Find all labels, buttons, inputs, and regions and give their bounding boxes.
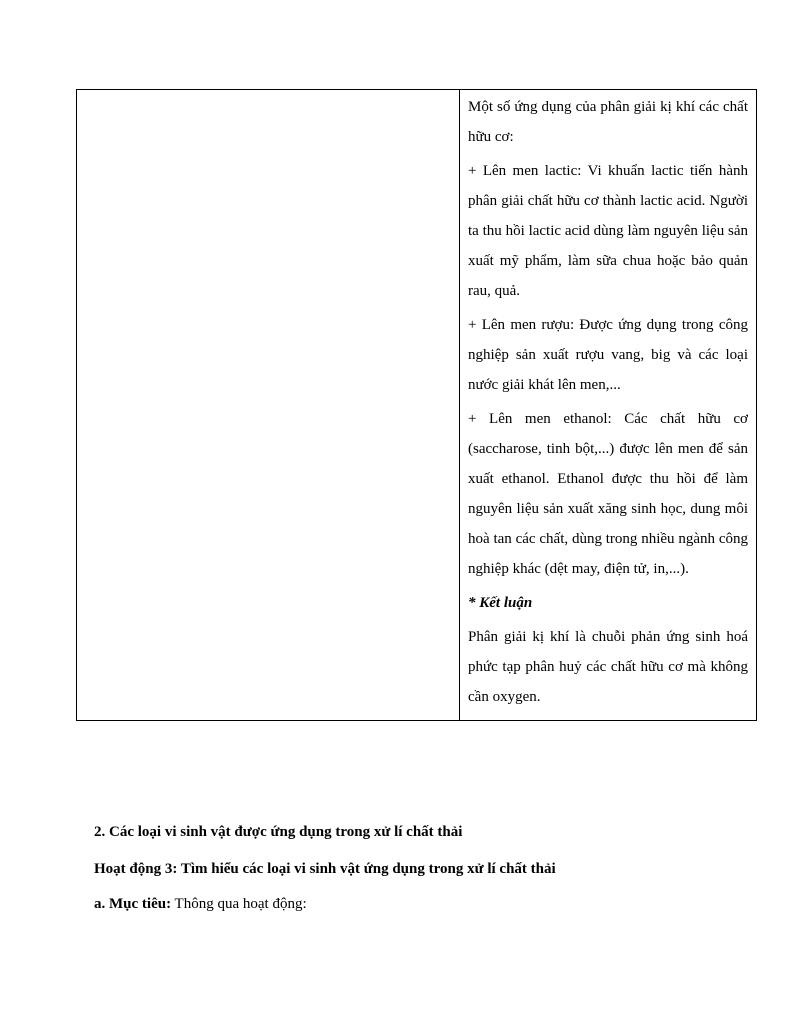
left-cell xyxy=(77,90,460,721)
paragraph-ethanol: + Lên men ethanol: Các chất hữu cơ (saccharose, tinh bột,...) được lên men để sản xuất ethanol. Ethanol được thu hồi để làm nguyên liệu sản xuất xăng sinh học, dung môi hoà tan các chất, dùng trong nhiều ngành công nghiệp khác (dệt may, điện tử, in,...). xyxy=(468,411,748,577)
right-cell-content xyxy=(460,90,756,720)
paragraph-alcohol: + Lên men rượu: Được ứng dụng trong công nghiệp sản xuất rượu vang, big và các loại nước giải khát lên men,... xyxy=(468,317,748,393)
conclusion-text: Phân giải kị khí là chuỗi phản ứng sinh hoá phức tạp phân huỷ các chất hữu cơ mà không cần oxygen. xyxy=(468,629,748,705)
conclusion-heading: * Kết luận xyxy=(468,595,533,611)
content-table xyxy=(76,89,757,721)
activity-heading: Hoạt động 3: Tìm hiểu các loại vi sinh vật ứng dụng trong xử lí chất thải xyxy=(94,861,556,877)
paragraph-lactic: + Lên men lactic: Vi khuẩn lactic tiến hành phân giải chất hữu cơ thành lactic acid. Người ta thu hồi lactic acid dùng làm nguyên liệu sản xuất mỹ phẩm, làm sữa chua hoặc bảo quản rau, quả. xyxy=(468,163,748,299)
objective-text: Thông qua hoạt động: xyxy=(171,896,307,912)
right-cell xyxy=(460,90,757,721)
paragraph-intro: Một số ứng dụng của phân giải kị khí các chất hữu cơ: xyxy=(468,99,748,145)
objective-line xyxy=(94,894,774,914)
section-heading: 2. Các loại vi sinh vật được ứng dụng trong xử lí chất thải xyxy=(94,824,463,840)
table-row xyxy=(77,90,757,721)
objective-label: a. Mục tiêu: xyxy=(94,896,172,912)
